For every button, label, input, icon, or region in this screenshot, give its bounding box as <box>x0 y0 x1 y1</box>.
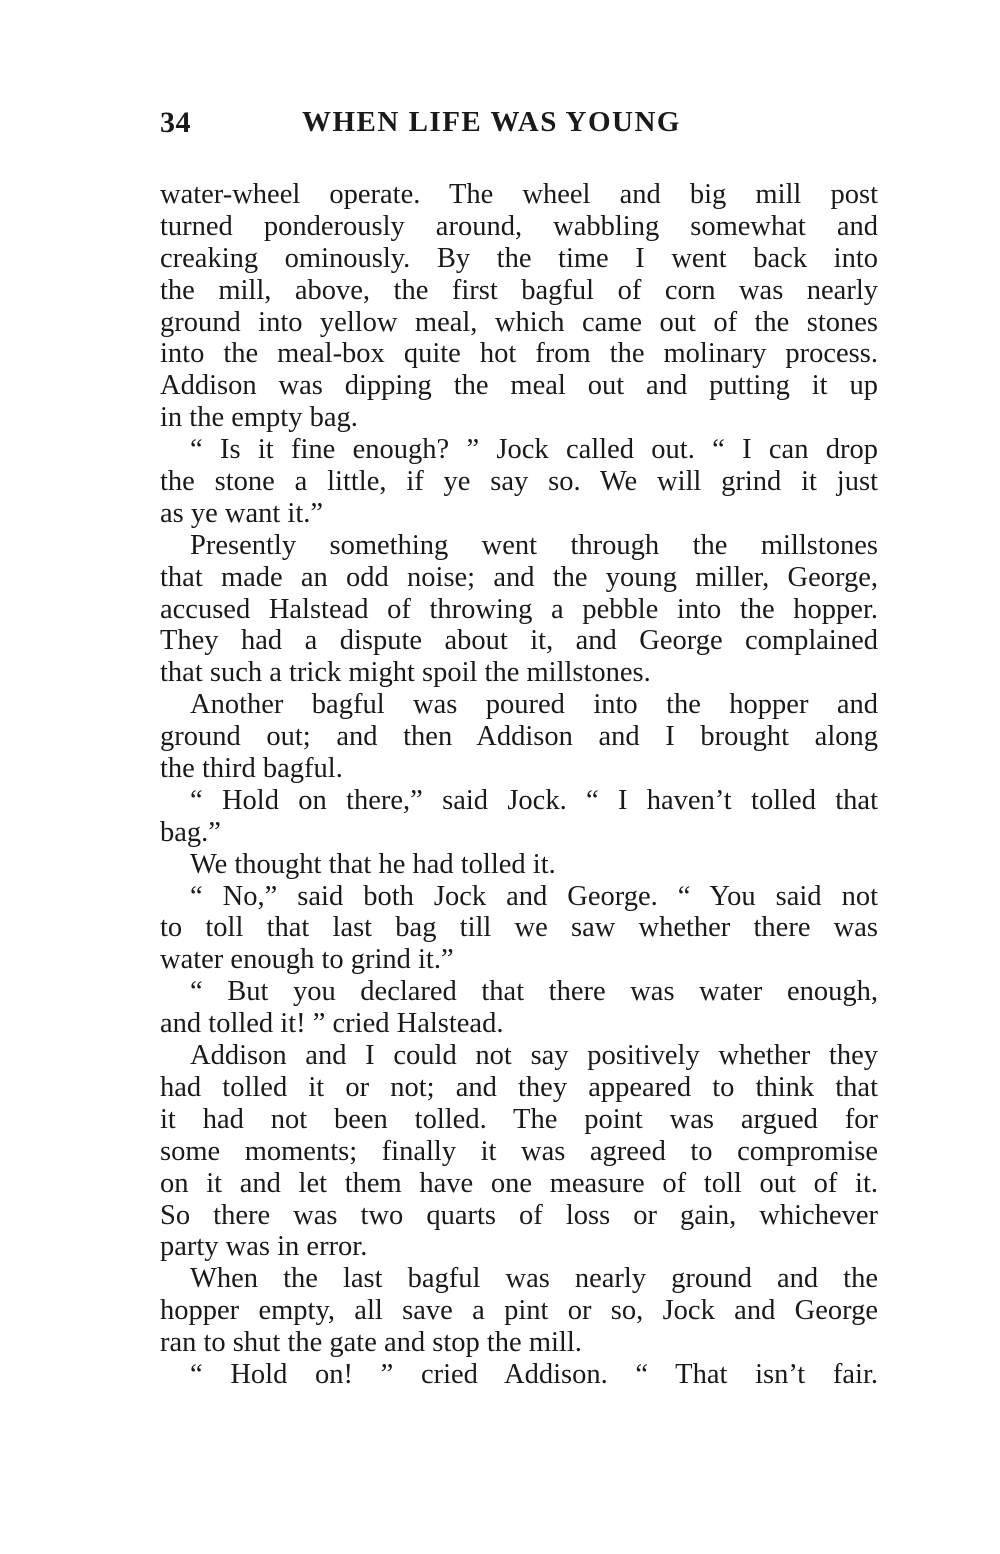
text-line: “ Hold on there,” said Jock. “ I haven’t tolled that <box>190 784 878 816</box>
text-line: So there was two quarts of loss or gain, whichever <box>160 1199 878 1231</box>
text-line: party was in error. <box>160 1231 368 1263</box>
body-text <box>160 179 878 1391</box>
text-line: We thought that he had tolled it. <box>190 848 556 880</box>
text-line: as ye want it.” <box>160 497 324 529</box>
text-line: on it and let them have one measure of toll out of it. <box>160 1167 878 1199</box>
text-line: “ Is it fine enough? ” Jock called out. “ I can drop <box>190 434 878 466</box>
text-line: that such a trick might spoil the millstones. <box>160 657 651 689</box>
text-line: water enough to grind it.” <box>160 944 454 976</box>
running-title: WHEN LIFE WAS YOUNG <box>302 106 681 138</box>
text-line: bag.” <box>160 816 221 848</box>
text-line: and tolled it! ” cried Halstead. <box>160 1008 504 1040</box>
text-line: creaking ominously. By the time I went back into <box>160 242 878 274</box>
text-line: to toll that last bag till we saw whether there was <box>160 912 878 944</box>
page-number: 34 <box>160 106 191 139</box>
text-line: ground out; and then Addison and I brought along <box>160 721 878 753</box>
text-line: “ Hold on! ” cried Addison. “ That isn’t fair. <box>190 1358 878 1390</box>
text-line: “ But you declared that there was water enough, <box>190 976 878 1008</box>
text-line: ground into yellow meal, which came out of the stones <box>160 306 878 338</box>
text-line: “ No,” said both Jock and George. “ You said not <box>190 880 878 912</box>
text-line: the third bagful. <box>160 753 343 785</box>
text-line: into the meal-box quite hot from the molinary process. <box>160 338 878 370</box>
text-line: the mill, above, the first bagful of corn was nearly <box>160 274 878 306</box>
text-line: turned ponderously around, wabbling somewhat and <box>160 210 878 242</box>
text-line: that made an odd noise; and the young miller, George, <box>160 561 878 593</box>
text-line: Presently something went through the millstones <box>190 529 878 561</box>
text-line: Addison and I could not say positively whether they <box>190 1040 878 1072</box>
text-line: hopper empty, all save a pint or so, Jock and George <box>160 1295 878 1327</box>
text-line: in the empty bag. <box>160 402 358 434</box>
text-line: They had a dispute about it, and George complained <box>160 625 878 657</box>
text-line: Addison was dipping the meal out and putting it up <box>160 370 878 402</box>
text-line: had tolled it or not; and they appeared to think that <box>160 1071 878 1103</box>
text-line: ran to shut the gate and stop the mill. <box>160 1327 582 1359</box>
text-line: When the last bagful was nearly ground and the <box>190 1263 878 1295</box>
text-line: water-wheel operate. The wheel and big mill post <box>160 179 878 210</box>
page-header <box>160 106 880 146</box>
text-line: the stone a little, if ye say so. We will grind it just <box>160 466 878 498</box>
text-line: some moments; finally it was agreed to compromise <box>160 1135 878 1167</box>
text-line: it had not been tolled. The point was argued for <box>160 1103 878 1135</box>
text-line: accused Halstead of throwing a pebble into the hopper. <box>160 593 878 625</box>
text-line: Another bagful was poured into the hopper and <box>190 689 878 721</box>
